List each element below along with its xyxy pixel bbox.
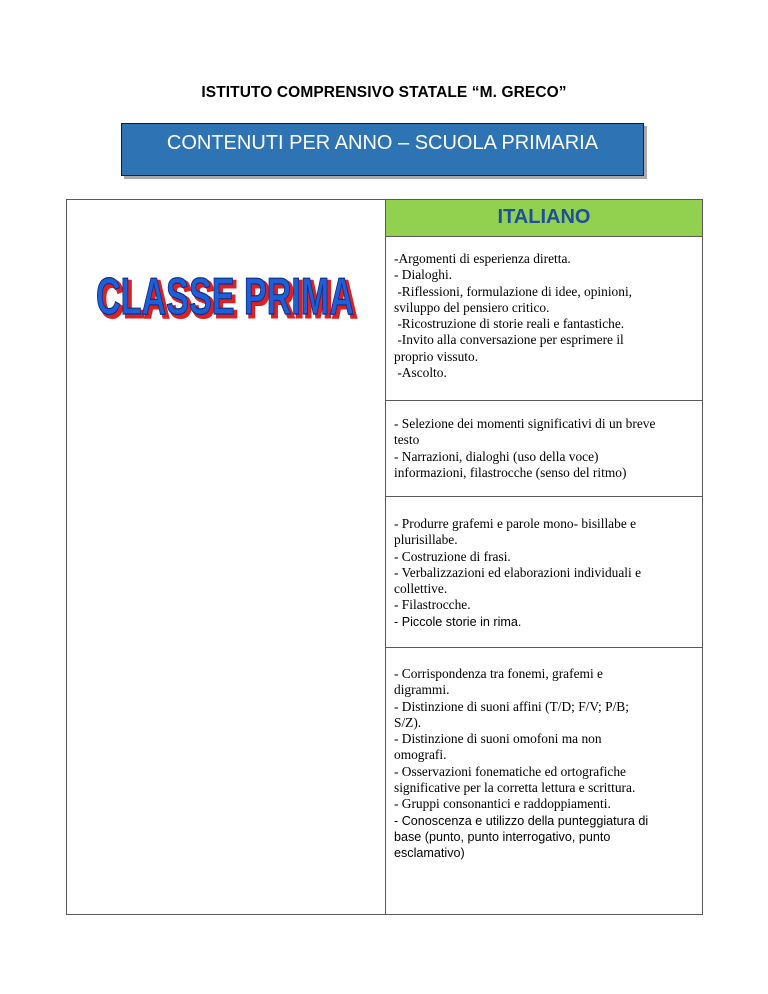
content-cell-1 — [394, 251, 700, 381]
subject-header: ITALIANO — [386, 200, 702, 237]
page-banner: CONTENUTI PER ANNO – SCUOLA PRIMARIA — [121, 123, 644, 176]
content-line: plurisillabe. — [394, 532, 458, 548]
content-line: S/Z). — [394, 714, 422, 730]
content-cell-4 — [394, 666, 700, 862]
class-title-wordart — [91, 260, 361, 330]
content-line: sviluppo del pensiero critico. — [394, 299, 550, 315]
content-line: -Ricostruzione di storie reali e fantastiche. — [394, 316, 625, 332]
content-cell-2 — [394, 416, 700, 481]
class-title-shadow: CLASSE PRIMA — [99, 271, 357, 329]
content-line: - Produrre grafemi e parole mono- bisillabe e — [394, 516, 637, 531]
content-line: - Filastrocche. — [394, 597, 471, 613]
content-line: base (punto, punto interrogativo, punto — [394, 829, 611, 844]
content-line: - Distinzione di suoni affini (T/D; F/V; P/B; — [394, 698, 629, 714]
content-line: - Dialoghi. — [394, 267, 453, 283]
content-line: - Costruzione di frasi. — [394, 548, 511, 564]
school-name: ISTITUTO COMPRENSIVO STATALE “M. GRECO” — [201, 84, 567, 101]
content-line: esclamativo) — [394, 846, 465, 861]
class-title-text: CLASSE PRIMA — [96, 268, 354, 326]
contents-table — [66, 199, 703, 915]
content-line: collettive. — [394, 581, 448, 597]
content-cell-3 — [394, 516, 700, 630]
content-line: - Selezione dei momenti significativi di un breve — [394, 416, 656, 431]
content-line: omografi. — [394, 747, 447, 763]
content-line: - Distinzione di suoni omofoni ma non — [394, 731, 602, 747]
content-line: significative per la corretta lettura e scrittura. — [394, 780, 636, 796]
row-divider — [386, 496, 702, 497]
content-line: -Riflessioni, formulazione di idee, opinioni, — [394, 283, 633, 299]
content-line: digrammi. — [394, 682, 450, 698]
column-divider — [385, 200, 386, 914]
content-line: - Verbalizzazioni ed elaborazioni individuali e — [394, 564, 642, 580]
content-line: proprio vissuto. — [394, 348, 479, 364]
content-line: - Narrazioni, dialoghi (uso della voce) — [394, 448, 599, 464]
content-line: -Ascolto. — [394, 365, 447, 381]
content-line: - Piccole storie in rima. — [394, 614, 522, 629]
content-line: - Osservazioni fonematiche ed ortografiche — [394, 763, 627, 779]
content-line: informazioni, filastrocche (senso del ritmo) — [394, 464, 627, 480]
content-line: testo — [394, 432, 420, 448]
content-line: -Invito alla conversazione per esprimere il — [394, 332, 624, 348]
content-line: -Argomenti di esperienza diretta. — [394, 251, 571, 266]
content-line: - Corrispondenza tra fonemi, grafemi e — [394, 666, 603, 681]
content-line: - Conoscenza e utilizzo della punteggiatura di — [394, 813, 649, 828]
content-line: - Gruppi consonantici e raddoppiamenti. — [394, 796, 611, 812]
row-divider — [386, 647, 702, 648]
row-divider — [386, 400, 702, 401]
